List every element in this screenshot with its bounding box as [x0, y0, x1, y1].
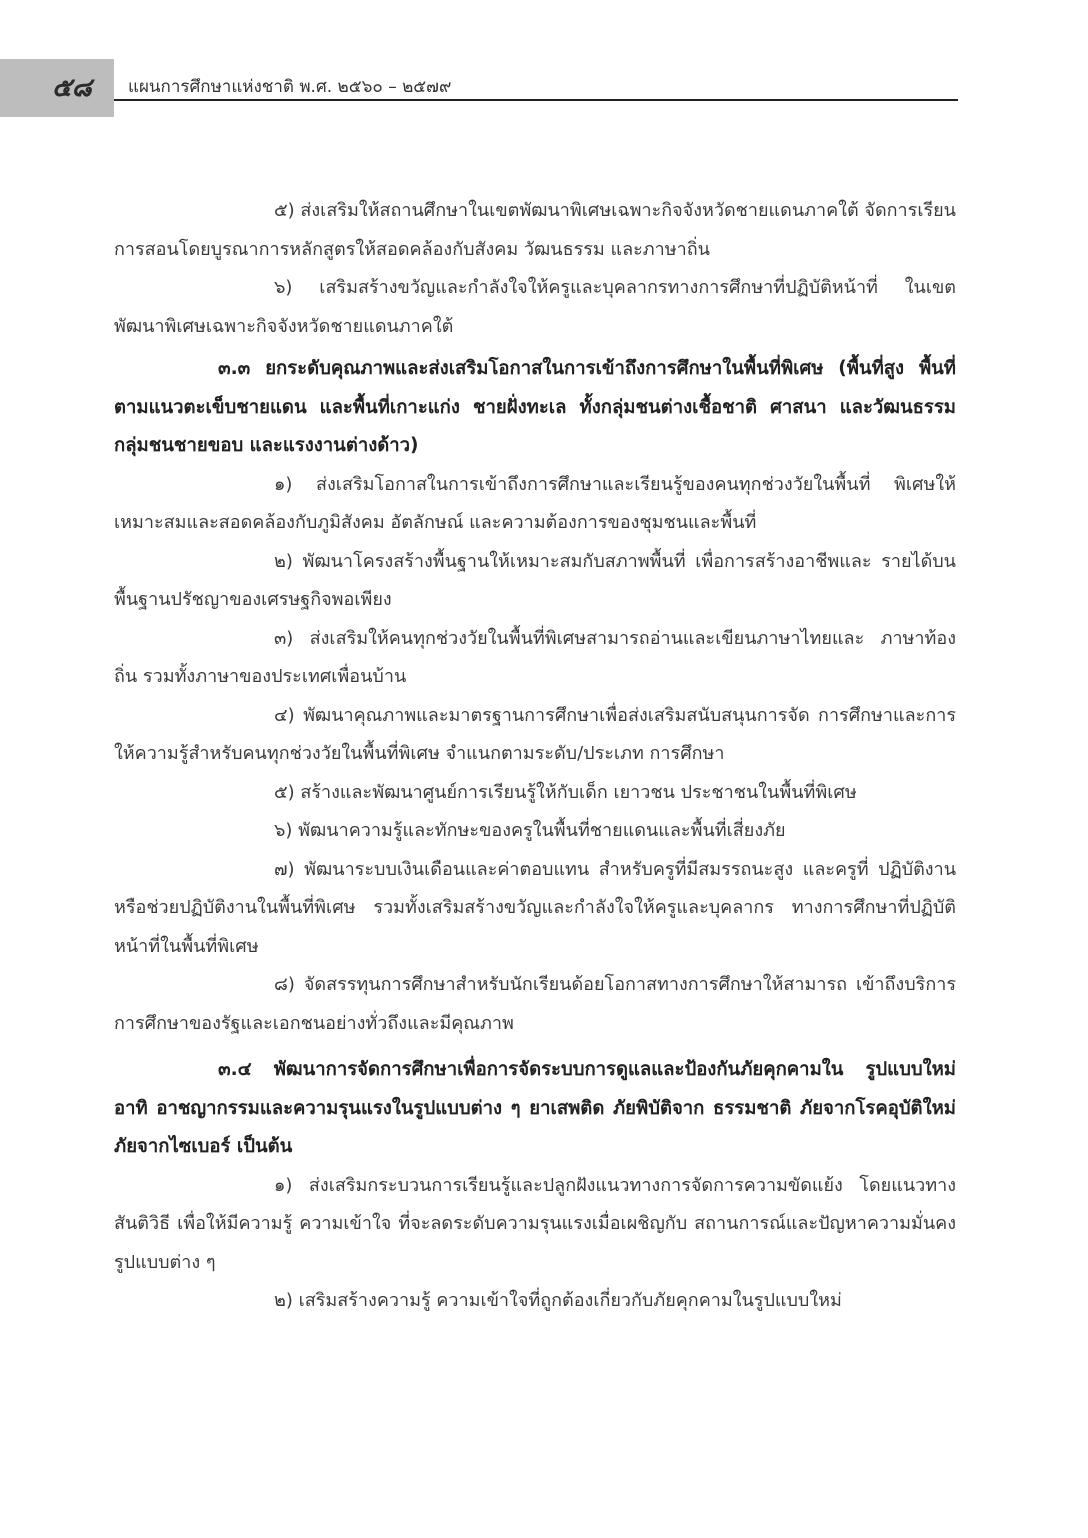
spacer — [114, 1043, 956, 1047]
paragraph: ๕) สร้างและพัฒนาศูนย์การเรียนรู้ให้กับเด็ก เยาวชน ประชาชนในพื้นที่พิเศษ — [274, 781, 857, 803]
page-number: ๕๘ — [52, 73, 92, 103]
paragraph: ๕) ส่งเสริมให้สถานศึกษาในเขตพัฒนาพิเศษเฉพาะกิจจังหวัดชายแดนภาคใต้ จัดการเรียนการสอนโดยบูรณาการหลักสูตรให้สอดคล้องกับสังคม วัฒนธรรม และภาษาถิ่น — [114, 200, 956, 260]
paragraph: ๒) เสริมสร้างความรู้ ความเข้าใจที่ถูกต้องเกี่ยวกับภัยคุกคามในรูปแบบใหม่ — [274, 1290, 842, 1311]
paragraph: ๒) พัฒนาโครงสร้างพื้นฐานให้เหมาะสมกับสภาพพื้นที่ เพื่อการสร้างอาชีพและ รายได้บนพื้นฐานปรัชญาของเศรษฐกิจพอเพียง — [114, 550, 956, 610]
running-header-title: แผนการศึกษาแห่งชาติ พ.ศ. ๒๕๖๐ – ๒๕๗๙ — [128, 77, 452, 97]
paragraph: ๔) พัฒนาคุณภาพและมาตรฐานการศึกษาเพื่อส่งเสริมสนับสนุนการจัด การศึกษาและการให้ความรู้สำหรับคนทุกช่วงวัยในพื้นที่พิเศษ จำแนกตามระดับ/ประเภท การศึกษา — [114, 704, 956, 764]
paragraph: ๖) พัฒนาความรู้และทักษะของครูในพื้นที่ชายแดนและพื้นที่เสี่ยงภัย — [274, 820, 786, 841]
paragraph: ๘) จัดสรรทุนการศึกษาสำหรับนักเรียนด้อยโอกาสทางการศึกษาให้สามารถ เข้าถึงบริการการศึกษาของรัฐและเอกชนอย่างทั่วถึงและมีคุณภาพ — [114, 974, 956, 1034]
paragraph: ๗) พัฒนาระบบเงินเดือนและค่าตอบแทน สำหรับครูที่มีสมรรถนะสูง และครูที่ ปฏิบัติงานหรือช่วยปฏิบัติงานในพื้นที่พิเศษ รวมทั้งเสริมสร้างขวัญและกำลังใจให้ครูและบุคลากร ทางการศึกษาที่ปฏิบัติหน้าที่ในพื้นที่พิเศษ — [114, 858, 956, 957]
paragraph: ๓) ส่งเสริมให้คนทุกช่วงวัยในพื้นที่พิเศษสามารถอ่านและเขียนภาษาไทยและ ภาษาท้องถิ่น รวมทั้งภาษาของประเทศเพื่อนบ้าน — [114, 627, 956, 687]
header-divider — [114, 99, 958, 101]
section-heading-3-3: ๓.๓ ยกระดับคุณภาพและส่งเสริมโอกาสในการเข้าถึงการศึกษาในพื้นที่พิเศษ (พื้นที่สูง พื้นที่ตามแนวตะเข็บชายแดน และพื้นที่เกาะแก่ง ชายฝั่งทะเล ทั้งกลุ่มชนต่างเชื้อชาติ ศาสนา และวัฒนธรรม กลุ่มชนชายขอบ และแรงงานต่างด้าว) — [114, 358, 956, 456]
page-body — [114, 192, 956, 1321]
section-heading-3-4: ๓.๔ พัฒนาการจัดการศึกษาเพื่อการจัดระบบการดูแลและป้องกันภัยคุกคามใน รูปแบบใหม่ อาทิ อาชญากรรมและความรุนแรงในรูปแบบต่าง ๆ ยาเสพติด ภัยพิบัติจาก ธรรมชาติ ภัยจากโรคอุบัติใหม่ ภัยจากไซเบอร์ เป็นต้น — [114, 1059, 956, 1157]
paragraph: ๑) ส่งเสริมโอกาสในการเข้าถึงการศึกษาและเรียนรู้ของคนทุกช่วงวัยในพื้นที่ พิเศษให้เหมาะสมและสอดคล้องกับภูมิสังคม อัตลักษณ์ และความต้องการของชุมชนและพื้นที่ — [114, 473, 956, 533]
paragraph: ๖) เสริมสร้างขวัญและกำลังใจให้ครูและบุคลากรทางการศึกษาที่ปฏิบัติหน้าที่ ในเขตพัฒนาพิเศษเฉพาะกิจจังหวัดชายแดนภาคใต้ — [114, 277, 956, 337]
paragraph: ๑) ส่งเสริมกระบวนการเรียนรู้และปลูกฝังแนวทางการจัดการความขัดแย้ง โดยแนวทางสันติวิธี เพื่อให้มีความรู้ ความเข้าใจ ที่จะลดระดับความรุนแรงเมื่อเผชิญกับ สถานการณ์และปัญหาความมั่นคงรูปแบบต่าง ๆ — [114, 1174, 956, 1273]
